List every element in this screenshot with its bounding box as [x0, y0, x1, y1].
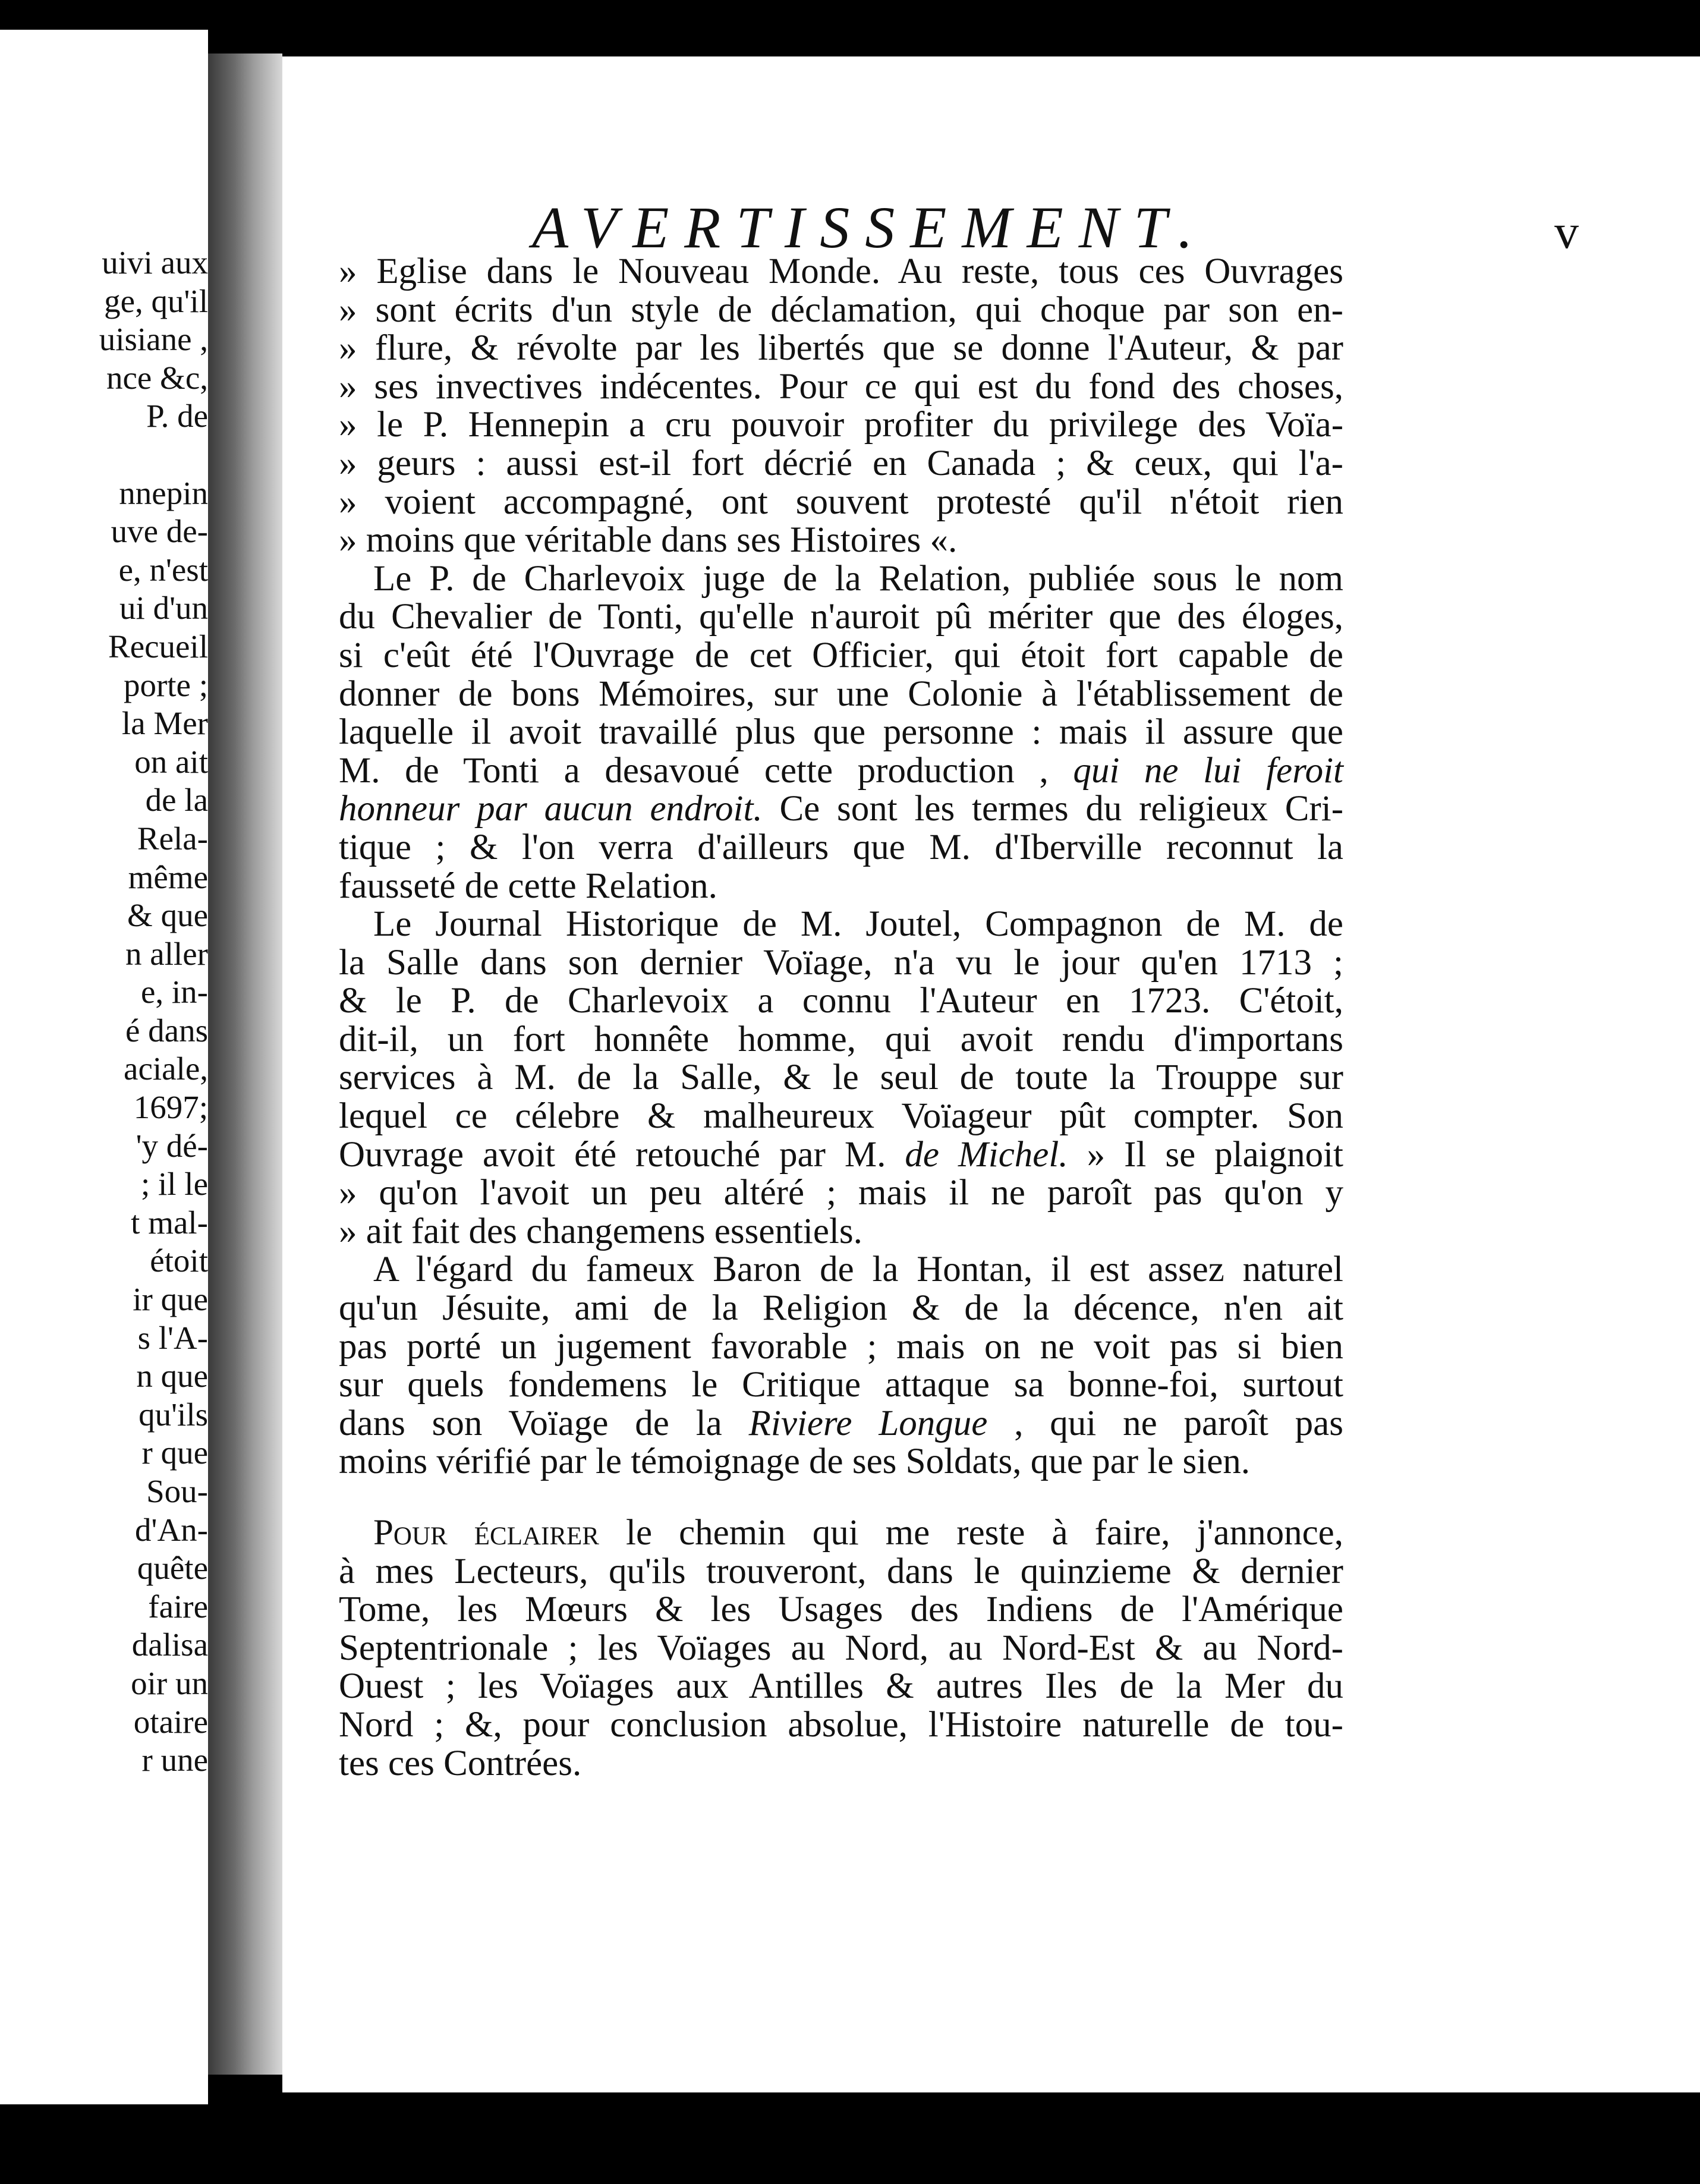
facing-page-left [0, 30, 208, 2104]
facing-page-line: e, in- [140, 974, 208, 1011]
facing-page-line: é dans [125, 1012, 208, 1049]
text-line: » ses invectives indécentes. Pour ce qui est du fond des choses, [339, 368, 1343, 407]
facing-page-line: & que [127, 897, 208, 934]
text-line: » sont écrits d'un style de déclamation, qui choque par son en- [339, 291, 1343, 330]
facing-page-line: e, n'est [118, 551, 208, 588]
text-line: dit-il, un fort honnête homme, qui avoit rendu d'importans [339, 1019, 1343, 1059]
text-line [339, 1514, 1343, 1553]
facing-page-line: s l'A- [137, 1319, 208, 1356]
paragraph-hontan [339, 1251, 1343, 1481]
text-line [339, 790, 1343, 829]
facing-page-line: ui d'un [119, 590, 208, 627]
text-run: , qui ne paroît pas [1014, 1403, 1343, 1443]
text-line: Ouest ; les Voïages aux Antilles & autres Iles de la Mer du [339, 1666, 1343, 1707]
facing-page-line: la Mer [121, 705, 208, 742]
paragraph-closing [339, 1514, 1343, 1783]
text-line: & le P. de Charlevoix a connu l'Auteur en 1723. C'étoit, [339, 981, 1343, 1021]
text-line: » geurs : aussi est-il fort décrié en Canada ; & ceux, qui l'a- [339, 445, 1343, 483]
scan-border-top [0, 0, 1700, 56]
text-line: pas porté un jugement favorable ; mais on ne voit pas si bien [339, 1326, 1343, 1367]
text-line: du Chevalier de Tonti, qu'elle n'auroit pû mériter que des éloges, [339, 597, 1343, 637]
facing-page-line: uve de- [111, 513, 208, 550]
text-line: à mes Lecteurs, qu'ils trouveront, dans le quinzieme & dernier [339, 1551, 1343, 1591]
text-line: sur quels fondemens le Critique attaque sa bonne-foi, surtout [339, 1365, 1343, 1405]
text-line [339, 1136, 1343, 1175]
facing-page-line: quête [137, 1550, 208, 1587]
text-line: » moins que véritable dans ses Histoires «. [339, 521, 1343, 560]
text-line: tes ces Contrées. [339, 1743, 582, 1783]
text-line: » Eglise dans le Nouveau Monde. Au reste, tous ces Ouvrages [339, 253, 1343, 291]
text-run: le chemin qui me reste à faire, j'annonce, [626, 1513, 1343, 1553]
italic-name: de Michel. [905, 1134, 1068, 1175]
facing-page-line: aciale, [124, 1050, 208, 1087]
text-line: Le P. de Charlevoix juge de la Relation, publiée sous le nom [373, 558, 1343, 599]
facing-page-line [12, 436, 208, 474]
book-gutter [208, 54, 282, 2075]
facing-page-line: qu'ils [138, 1396, 208, 1433]
text-line: laquelle il avoit travaillé plus que personne : mais il assure que [339, 712, 1343, 753]
text-line: » qu'on l'avoit un peu altéré ; mais il ne paroît pas qu'on y [339, 1174, 1343, 1213]
facing-page-line: uivi aux [102, 244, 208, 281]
facing-page-line: t mal- [131, 1204, 208, 1241]
facing-page-line: 1697; [133, 1089, 208, 1126]
text-run: M. de Tonti a desavoué cette production , [339, 750, 1049, 791]
facing-page-line: nnepin [119, 474, 208, 511]
facing-page-line: porte ; [123, 666, 208, 703]
paragraph-joutel [339, 905, 1343, 1251]
text-run: Ce sont les termes du religieux Cri- [779, 789, 1344, 829]
text-line: fausseté de cette Relation. [339, 866, 717, 906]
text-line: Septentrionale ; les Voïages au Nord, au Nord-Est & au Nord- [339, 1628, 1343, 1668]
text-line: moins vérifié par le témoignage de ses Soldats, que par le sien. [339, 1442, 1251, 1482]
facing-page-line: nce &c, [106, 359, 208, 396]
facing-page-line: r que [141, 1434, 208, 1471]
page-number: v [1554, 204, 1579, 259]
facing-page-text [12, 244, 208, 1780]
facing-page-line: otaire [133, 1703, 208, 1740]
facing-page-line: faire [148, 1588, 208, 1625]
text-line: » le P. Hennepin a cru pouvoir profiter du privilege des Voïa- [339, 406, 1343, 445]
paragraph-tonti [339, 560, 1343, 905]
running-title: AVERTISSEMENT. [532, 194, 1208, 260]
text-line: donner de bons Mémoires, sur une Colonie à l'établissement de [339, 674, 1343, 714]
text-line: Nord ; &, pour conclusion absolue, l'Histoire naturelle de tou- [339, 1704, 1343, 1745]
text-run: » Il se plaignoit [1087, 1134, 1344, 1175]
main-page [282, 56, 1700, 2092]
italic-quote: honneur par aucun endroit. [339, 789, 763, 829]
facing-page-line: n aller [125, 935, 208, 972]
body-text [339, 253, 1343, 1783]
text-line: » flure, & révolte par les libertés que se donne l'Auteur, & par [339, 329, 1343, 368]
facing-page-line: ge, qu'il [104, 282, 208, 319]
lead-small-caps: Pour éclairer [373, 1513, 599, 1553]
text-line: qu'un Jésuite, ami de la Religion & de la décence, n'en ait [339, 1288, 1343, 1329]
text-line: lequel ce célebre & malheureux Voïageur pût compter. Son [339, 1096, 1343, 1137]
text-line: services à M. de la Salle, & le seul de toute la Trouppe sur [339, 1058, 1343, 1098]
facing-page-line: dalisa [131, 1626, 208, 1663]
text-line: si c'eût été l'Ouvrage de cet Officier, qui étoit fort capable de [339, 635, 1343, 675]
page-header [532, 193, 1579, 260]
text-run: dans son Voïage de la [339, 1403, 722, 1443]
text-line: » voient accompagné, ont souvent protesté qu'il n'étoit rien [339, 483, 1343, 522]
paragraph-gap [339, 1481, 1343, 1514]
facing-page-line: d'An- [135, 1511, 208, 1548]
facing-page-line: étoit [150, 1242, 208, 1279]
scan-border-bottom [0, 2104, 1700, 2184]
facing-page-line: r une [141, 1742, 208, 1779]
facing-page-line: on ait [134, 743, 208, 780]
text-line: la Salle dans son dernier Voïage, n'a vu le jour qu'en 1713 ; [339, 942, 1343, 983]
facing-page-line: n que [136, 1358, 208, 1395]
facing-page-line: Rela- [137, 820, 208, 857]
text-line: A l'égard du fameux Baron de la Hontan, il est assez naturel [373, 1250, 1343, 1290]
text-line: » ait fait des changemens essentiels. [339, 1213, 1343, 1251]
paragraph-quote [339, 253, 1343, 560]
facing-page-line: P. de [146, 398, 208, 435]
text-line: tique ; & l'on verra d'ailleurs que M. d'Iberville reconnut la [339, 827, 1343, 867]
italic-place: Riviere Longue [748, 1403, 988, 1443]
facing-page-line: ir que [133, 1281, 208, 1318]
facing-page-line: oir un [131, 1664, 208, 1701]
facing-page-line: ; il le [140, 1166, 208, 1203]
text-line [339, 1405, 1343, 1443]
facing-page-line: même [128, 858, 208, 895]
facing-page-line: Sou- [146, 1473, 208, 1509]
text-line [339, 752, 1343, 791]
text-line: Tome, les Mœurs & les Usages des Indiens de l'Amérique [339, 1590, 1343, 1630]
facing-page-line: de la [145, 782, 208, 819]
facing-page-line: uisiane , [99, 321, 208, 358]
text-run: Ouvrage avoit été retouché par M. [339, 1134, 886, 1175]
text-line: Le Journal Historique de M. Joutel, Compagnon de M. de [373, 904, 1343, 945]
facing-page-line: Recueil [108, 628, 208, 665]
facing-page-line: 'y dé- [136, 1127, 208, 1164]
italic-quote: qui ne lui feroit [1073, 750, 1343, 791]
